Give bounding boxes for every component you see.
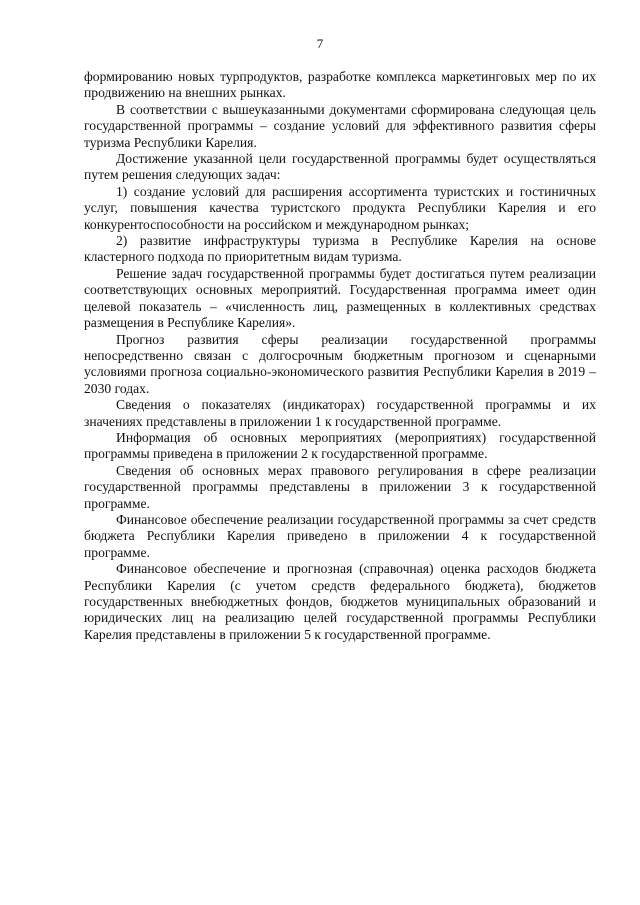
- paragraph-4: 1) создание условий для расширения ассортимента туристских и гостиничных услуг, повышения качества туристского продукта Республики Карелия и его конкурентоспособности на российском и международном рынках;: [84, 183, 596, 232]
- paragraph-1: формированию новых турпродуктов, разработке комплекса маркетинговых мер по их продвижению на внешних рынках.: [84, 69, 596, 101]
- paragraph-8: Сведения о показателях (индикаторах) государственной программы и их значениях представлены в приложении 1 к государственной программе.: [84, 397, 596, 429]
- paragraph-11: Финансовое обеспечение реализации государственной программы за счет средств бюджета Республики Карелия приведено в приложении 4 к государственной программе.: [84, 511, 596, 560]
- paragraph-9: Информация об основных мероприятиях (мероприятиях) государственной программы приведена в приложении 2 к государственной программе.: [84, 429, 596, 462]
- paragraph-2: В соответствии с вышеуказанными документами сформирована следующая цель государственной программы – создание условий для эффективного развития сферы туризма Республики Карелия.: [84, 101, 596, 150]
- paragraph-12: Финансовое обеспечение и прогнозная (справочная) оценка расходов бюджета Республики Карелия (с учетом средств федерального бюджета), бюджетов государственных внебюджетных фондов, бюджетов муниципальных образований и юридических лиц на реализацию целей государственной программы Республики Карелия представлены в приложении 5 к государственной программе.: [84, 561, 596, 642]
- paragraph-10: Сведения об основных мерах правового регулирования в сфере реализации государственной программы представлены в приложении 3 к государственной программе.: [84, 462, 596, 511]
- paragraph-3: Достижение указанной цели государственной программы будет осуществляться путем решения следующих задач:: [84, 151, 596, 183]
- document-body: [84, 69, 596, 643]
- paragraph-5: 2) развитие инфраструктуры туризма в Республике Карелия на основе кластерного подхода по приоритетным видам туризма.: [84, 233, 596, 265]
- paragraph-7: Прогноз развития сферы реализации государственной программы непосредственно связан с долгосрочным бюджетным прогнозом и сценарными условиями прогноза социально-экономического развития Республики Карелия в 2019 – 2030 годах.: [84, 331, 596, 396]
- paragraph-6: Решение задач государственной программы будет достигаться путем реализации соответствующих основных мероприятий. Государственная программа имеет один целевой показатель – «численность лиц, размещенных в коллективных средствах размещения в Республике Карелия».: [84, 265, 596, 331]
- page-number: 7: [316, 36, 324, 51]
